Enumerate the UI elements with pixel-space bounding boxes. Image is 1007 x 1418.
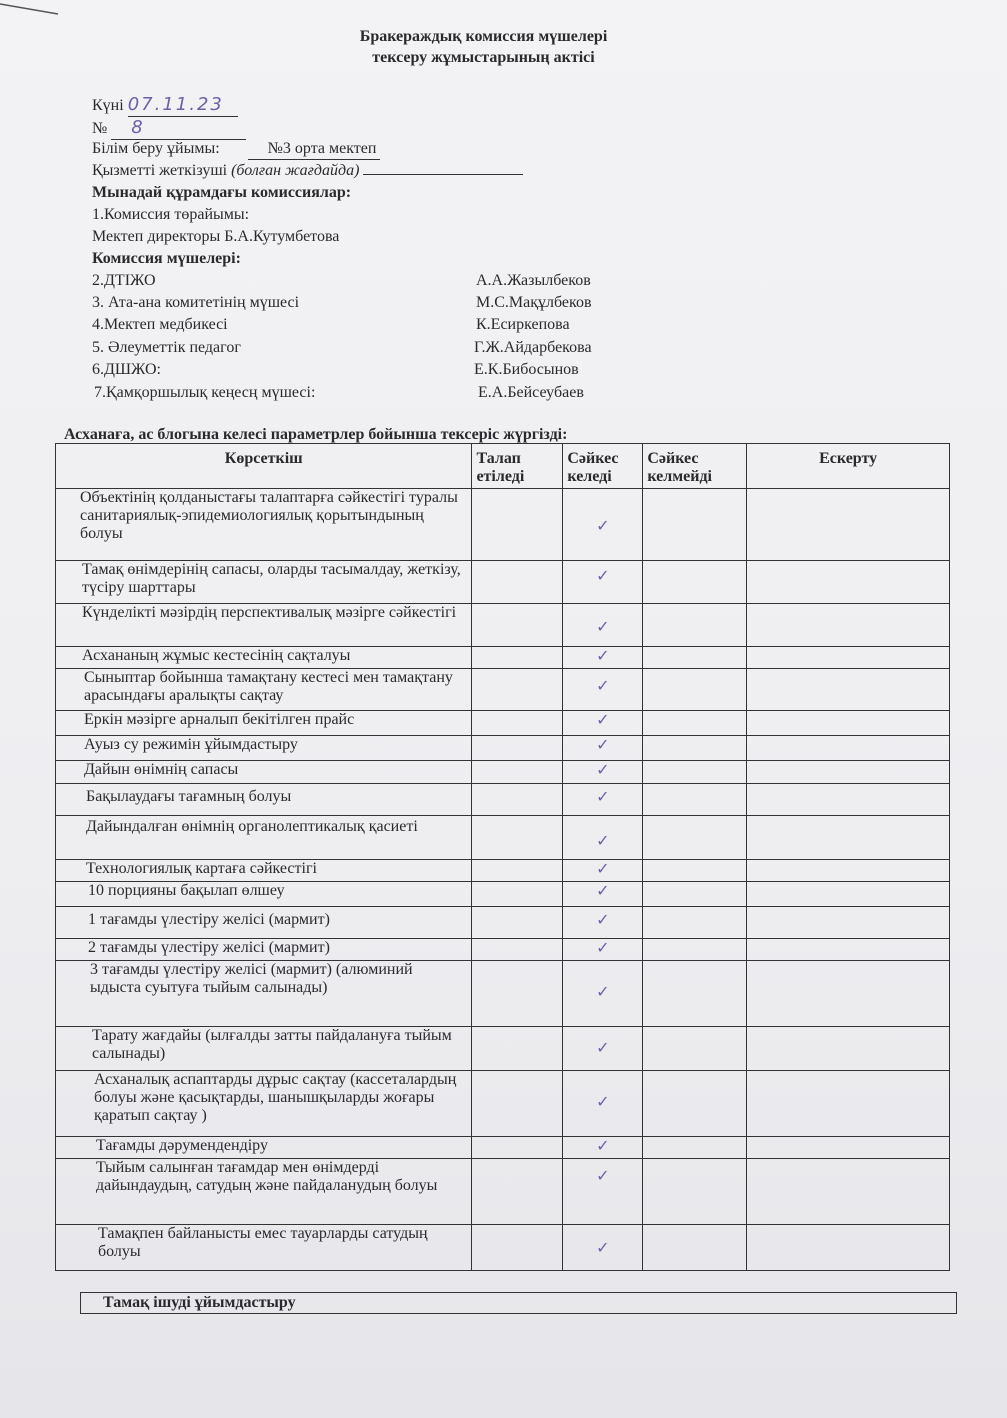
row-indicator: Асхананың жұмыс кестесінің сақталуы [56, 647, 472, 669]
check-mark-icon: ✓ [596, 910, 610, 929]
table-row [56, 711, 950, 736]
check-mark-icon: ✓ [596, 566, 610, 585]
row-compliant [563, 489, 643, 561]
date-field [128, 95, 238, 117]
chair-label: 1.Комиссия төрайымы: [92, 206, 250, 223]
table-row [56, 1071, 950, 1137]
row-indicator: Тыйым салынған тағамдар мен өнімдерді дайындаудың, сатудың және пайдаланудың болуы [56, 1159, 472, 1225]
table-row [56, 961, 950, 1027]
date-row [92, 95, 238, 117]
page-corner-mark [0, 0, 60, 20]
document-title-line1: Бракераждық комиссия мүшелері [359, 28, 608, 45]
row-noncompliant [643, 489, 747, 561]
member-name: М.С.Мақұлбеков [476, 294, 592, 311]
check-mark-icon: ✓ [596, 1238, 610, 1257]
row-indicator: Күнделікті мәзірдің перспективалық мәзірге сәйкестігі [56, 604, 472, 647]
row-indicator: 3 тағамды үлестіру желісі (мармит) (алюминий ыдыста суытуға тыйым салынады) [56, 961, 472, 1027]
number-value: 8 [131, 117, 145, 138]
row-indicator: Сыныптар бойынша тамақтану кестесі мен тамақтану арасындағы аралықты сақтау [56, 669, 472, 711]
number-row [92, 118, 246, 140]
date-value: 07.11.23 [127, 94, 224, 115]
row-indicator: Дайын өнімнің сапасы [56, 761, 472, 784]
check-mark-icon: ✓ [596, 1166, 610, 1185]
organization-row [92, 139, 380, 160]
table-row [56, 1159, 950, 1225]
row-indicator: 2 тағамды үлестіру желісі (мармит) [56, 939, 472, 961]
table-intro: Асханаға, ас блогына келесі параметрлер бойынша тексеріс жүргізді: [64, 426, 568, 443]
table-row [56, 860, 950, 882]
check-mark-icon: ✓ [596, 982, 610, 1001]
row-indicator: Тамақпен байланысты емес тауарларды сатудың болуы [56, 1225, 472, 1271]
member-name: А.А.Жазылбеков [476, 272, 591, 289]
header-compliant: Сәйкес келеді [563, 444, 643, 489]
check-mark-icon: ✓ [596, 735, 610, 754]
row-remark [747, 489, 950, 561]
table-row [56, 882, 950, 907]
check-mark-icon: ✓ [596, 760, 610, 779]
table-header-row [56, 444, 950, 489]
check-mark-icon: ✓ [596, 1092, 610, 1111]
header-remark: Ескерту [747, 444, 950, 489]
check-mark-icon: ✓ [596, 516, 610, 535]
row-required [472, 489, 563, 561]
check-mark-icon: ✓ [596, 676, 610, 695]
member-role: 6.ДШЖО: [92, 361, 161, 378]
member-role: 7.Қамқоршылық кеңесң мүшесі: [94, 384, 316, 401]
row-indicator: Еркін мәзірге арналып бекітілген прайс [56, 711, 472, 736]
table-row [56, 1225, 950, 1271]
member-name: К.Есиркепова [476, 316, 570, 333]
row-indicator: Дайындалған өнімнің органолептикалық қасиеті [56, 816, 472, 860]
table-row [56, 604, 950, 647]
check-mark-icon: ✓ [596, 1038, 610, 1057]
supplier-label: Қызметті жеткізуші [92, 162, 228, 179]
number-field [111, 118, 246, 140]
chair-value: Мектеп директоры Б.А.Кутумбетова [92, 228, 340, 245]
row-indicator: 1 тағамды үлестіру желісі (мармит) [56, 907, 472, 939]
organization-label: Білім беру ұйымы: [92, 140, 220, 157]
member-name: Г.Ж.Айдарбекова [474, 339, 592, 356]
members-heading: Комиссия мүшелері: [92, 250, 241, 267]
row-indicator: Технологиялық картаға сәйкестігі [56, 860, 472, 882]
table-row [56, 939, 950, 961]
row-indicator: Бақылаудағы тағамның болуы [56, 784, 472, 816]
table-row [56, 1137, 950, 1159]
inspection-table [55, 443, 950, 1271]
supplier-note: (болған жағдайда) [231, 162, 360, 179]
check-mark-icon: ✓ [596, 617, 610, 636]
header-noncompliant: Сәйкес келмейді [643, 444, 747, 489]
row-indicator: Объектінің қолданыстағы талаптарға сәйкестігі туралы санитариялық-эпидемиологиялық қорытындының болуы [56, 489, 472, 561]
table-row [56, 489, 950, 561]
check-mark-icon: ✓ [596, 831, 610, 850]
check-mark-icon: ✓ [596, 646, 610, 665]
table-row [56, 669, 950, 711]
table-row [56, 561, 950, 604]
table-row [56, 736, 950, 761]
row-indicator: 10 порцияны бақылап өлшеу [56, 882, 472, 907]
organization-value: №3 орта мектеп [248, 139, 381, 160]
row-indicator: Ауыз су режимін ұйымдастыру [56, 736, 472, 761]
member-role: 2.ДТІЖО [92, 272, 156, 289]
supplier-field [363, 174, 523, 175]
header-indicator: Көрсеткіш [56, 444, 472, 489]
check-mark-icon: ✓ [596, 859, 610, 878]
check-mark-icon: ✓ [596, 787, 610, 806]
supplier-row [92, 161, 523, 181]
member-role: 4.Мектеп медбикесі [92, 316, 228, 333]
date-label: Күні [92, 97, 124, 114]
table-row [56, 907, 950, 939]
check-mark-icon: ✓ [596, 710, 610, 729]
number-label: № [92, 120, 108, 137]
table-row [56, 784, 950, 816]
document-title-line2: тексеру жұмыстарының актісі [372, 49, 595, 66]
table-row [56, 1027, 950, 1071]
member-name: Е.А.Бейсеубаев [478, 384, 584, 401]
row-indicator: Асханалық аспаптарды дұрыс сақтау (кассеталардың болуы және қасықтарды, шанышқыларды жоғары қаратып сақтау ) [56, 1071, 472, 1137]
row-indicator: Тағамды дәрумендендіру [56, 1137, 472, 1159]
header-required: Талап етіледі [472, 444, 563, 489]
table-row [56, 816, 950, 860]
section-row-food-organization: Тамақ ішуді ұйымдастыру [80, 1292, 957, 1314]
member-role: 5. Әлеуметтік педагог [92, 339, 241, 356]
check-mark-icon: ✓ [596, 1136, 610, 1155]
member-name: Е.К.Бибосынов [474, 361, 579, 378]
table-row [56, 761, 950, 784]
table-row [56, 647, 950, 669]
row-indicator: Тарату жағдайы (ылғалды затты пайдалануға тыйым салынады) [56, 1027, 472, 1071]
row-indicator: Тамақ өнімдерінің сапасы, оларды тасымалдау, жеткізу, түсіру шарттары [56, 561, 472, 604]
check-mark-icon: ✓ [596, 881, 610, 900]
commission-heading: Мынадай құрамдағы комиссиялар: [92, 184, 352, 201]
check-mark-icon: ✓ [596, 938, 610, 957]
member-role: 3. Ата-ана комитетінің мүшесі [92, 294, 300, 311]
